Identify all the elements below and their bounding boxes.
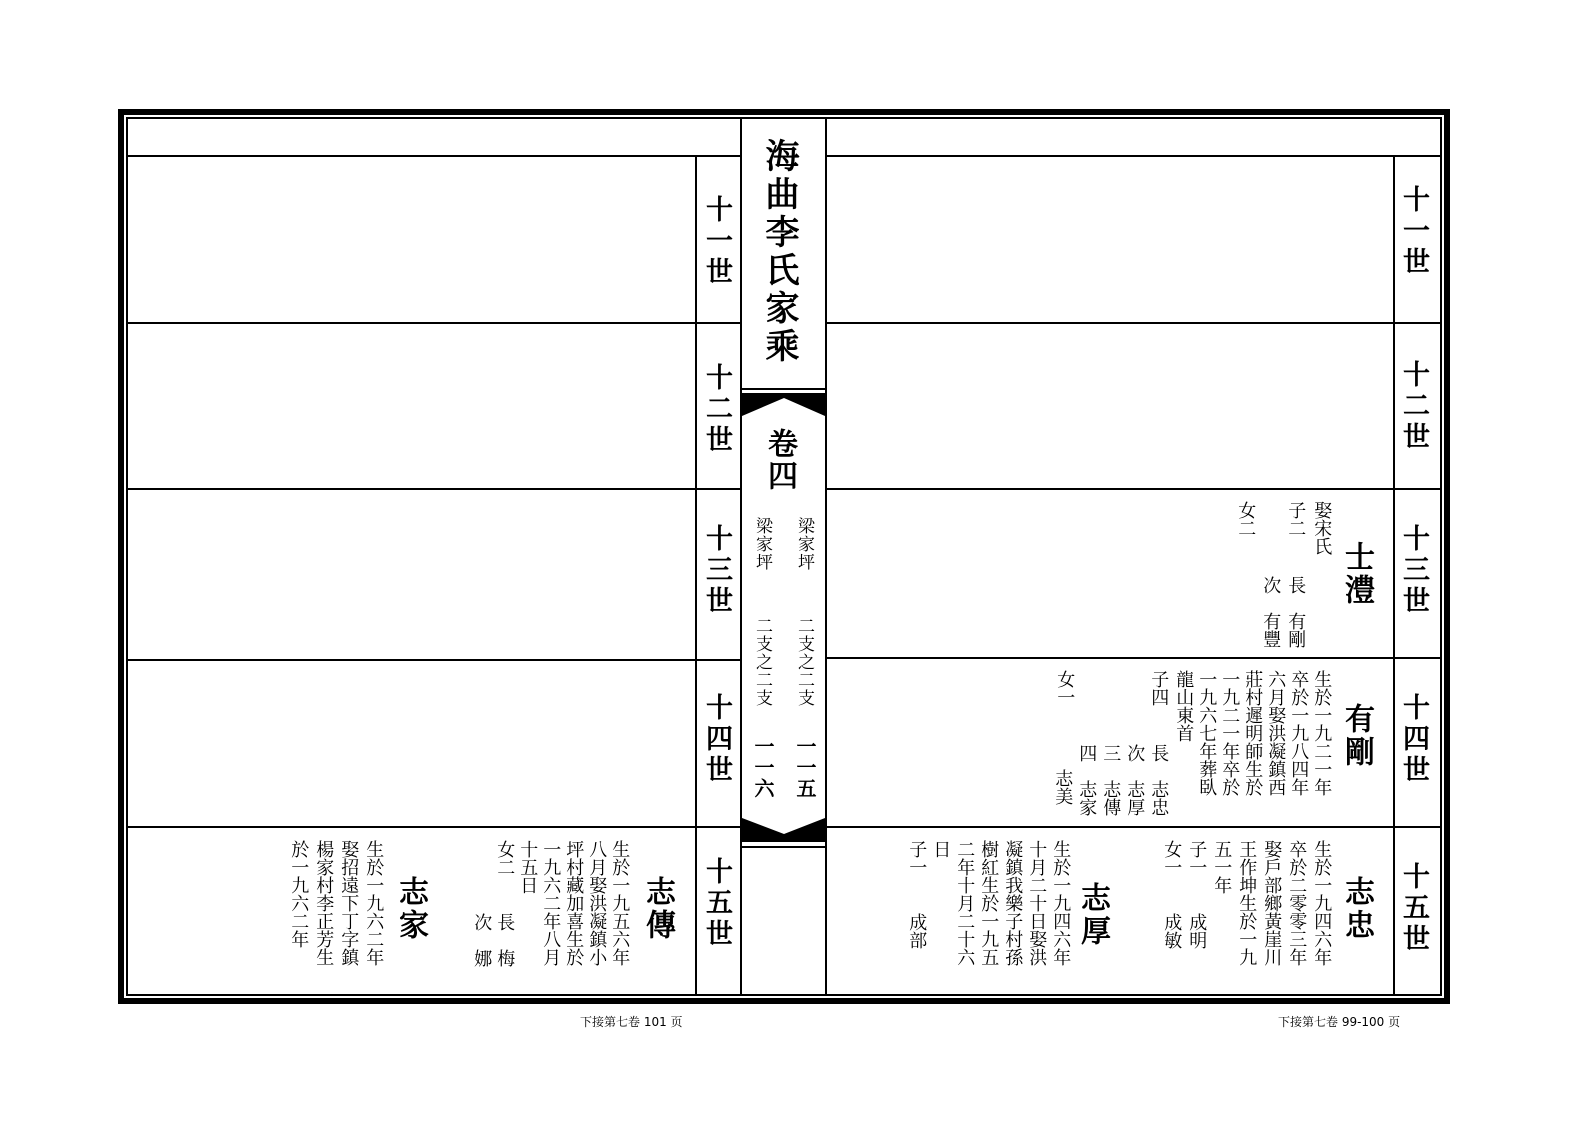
son-entry: 長 志忠 xyxy=(1148,744,1170,816)
entry-text: 於一九六二年 xyxy=(288,840,310,948)
row-line xyxy=(827,826,1440,828)
entry-text: 卒於一九八四年 xyxy=(1288,670,1310,796)
spine-right-border xyxy=(825,117,827,996)
gen-label: 十五世 xyxy=(1398,862,1429,955)
entry-text: 子四 xyxy=(1148,670,1170,706)
person-name: 志厚 xyxy=(1075,882,1110,948)
gen-label: 十二世 xyxy=(701,363,732,456)
son-entry: 長 有剛 xyxy=(1285,576,1307,648)
entry-text: 娶宋氏 xyxy=(1311,501,1333,555)
entry-text: 凝鎮我樂子村孫 xyxy=(1002,840,1024,966)
gen-label: 十三世 xyxy=(1398,524,1429,617)
row-line xyxy=(126,659,740,661)
gen-label: 十二世 xyxy=(1398,360,1429,453)
spine-lower-band xyxy=(742,818,825,850)
entry-text: 女二 xyxy=(1235,501,1257,537)
volume-label: 卷四 xyxy=(762,428,797,492)
entry-text: 王作坤生於一九 xyxy=(1236,840,1258,966)
entry-text: 莊村遲明師生於 xyxy=(1242,670,1264,796)
entry-text: 二年十月二十六 xyxy=(954,840,976,966)
daughter-entry: 次 娜 xyxy=(471,913,493,967)
entry-text: 八月娶洪凝鎮小 xyxy=(586,840,608,966)
row-line xyxy=(126,826,740,828)
son-entry: 次 志厚 xyxy=(1124,744,1146,816)
row-line xyxy=(827,322,1440,324)
spine-branch-left: 二支之二支 xyxy=(752,617,772,707)
entry-text: 楊家村李正芳生 xyxy=(313,840,335,966)
row-line xyxy=(126,322,740,324)
gen-label: 十一世 xyxy=(1398,185,1429,278)
spine-place-left: 梁家坪 xyxy=(752,517,772,571)
person-name: 士澧 xyxy=(1339,541,1374,607)
entry-text: 子一 xyxy=(906,840,928,876)
row-line xyxy=(126,488,740,490)
person-name: 志家 xyxy=(393,876,428,942)
son-entry: 成明 xyxy=(1186,913,1208,949)
left-gen-column-border xyxy=(695,155,697,996)
right-page-footer: 下接第七卷 99-100 页 xyxy=(1278,1015,1401,1029)
person-name: 有剛 xyxy=(1339,703,1374,769)
entry-text: 五一年 xyxy=(1211,840,1233,894)
gen-label: 十四世 xyxy=(701,693,732,786)
entry-text: 生於一九二一年 xyxy=(1311,670,1333,796)
left-page-footer: 下接第七卷 101 页 xyxy=(580,1015,683,1029)
row-line xyxy=(126,155,740,157)
gen-label: 十一世 xyxy=(701,195,732,288)
entry-text: 生於一九四六年 xyxy=(1311,840,1333,966)
son-entry: 成敏 xyxy=(1161,913,1183,949)
spine-left-border xyxy=(740,117,742,996)
entry-text: 龍山東首 xyxy=(1173,670,1195,742)
book-title: 海曲李氏家乘 xyxy=(759,138,799,366)
person-name: 志忠 xyxy=(1339,876,1374,942)
gen-label: 十五世 xyxy=(701,857,732,950)
entry-text: 一九二一年卒於 xyxy=(1219,670,1241,796)
daughter-entry: 長 梅 xyxy=(494,913,516,967)
entry-text: 生於一九四六年 xyxy=(1050,840,1072,966)
gen-label: 十三世 xyxy=(701,524,732,617)
son-entry: 成部 xyxy=(906,913,928,949)
spine-branch-right: 二支之二支 xyxy=(794,617,814,707)
entry-text: 娶招遠下丁字鎮 xyxy=(338,840,360,966)
gen-label: 十四世 xyxy=(1398,693,1429,786)
entry-text: 女二 xyxy=(494,840,516,876)
entry-text: 女一 xyxy=(1054,670,1076,706)
entry-text: 生於一九五六年 xyxy=(609,840,631,966)
entry-text: 十五日 xyxy=(517,840,539,894)
spine-upper-band xyxy=(742,388,825,418)
entry-text: 女一 xyxy=(1161,840,1183,876)
row-line xyxy=(827,488,1440,490)
entry-text: 生於一九六二年 xyxy=(363,840,385,966)
entry-text: 十月二十日娶洪 xyxy=(1026,840,1048,966)
entry-text: 一九六七年葬臥 xyxy=(1196,670,1218,796)
spine-page-left: 一一六 xyxy=(751,736,775,799)
person-name: 志傳 xyxy=(640,876,675,942)
entry-text: 娶戶部鄉黃崖川 xyxy=(1261,840,1283,966)
entry-text: 樹紅生於一九五 xyxy=(978,840,1000,966)
entry-text: 子二 xyxy=(1285,501,1307,537)
row-line xyxy=(827,155,1440,157)
entry-text: 一九六二年八月 xyxy=(540,840,562,966)
entry-text: 六月娶洪凝鎮西 xyxy=(1265,670,1287,796)
son-entry: 次 有豐 xyxy=(1260,576,1282,648)
entry-text: 子一 xyxy=(1186,840,1208,876)
entry-text: 坪村藏加喜生於 xyxy=(563,840,585,966)
entry-text: 卒於二零零三年 xyxy=(1286,840,1308,966)
son-entry: 志美 xyxy=(1052,769,1074,805)
spine-page-right: 一一五 xyxy=(793,736,817,799)
right-gen-column-border xyxy=(1393,155,1395,996)
son-entry: 三 志傳 xyxy=(1100,744,1122,816)
son-entry: 四 志家 xyxy=(1076,744,1098,816)
row-line xyxy=(827,657,1440,659)
entry-text: 日 xyxy=(930,840,952,858)
spine-place-right: 梁家坪 xyxy=(794,517,814,571)
